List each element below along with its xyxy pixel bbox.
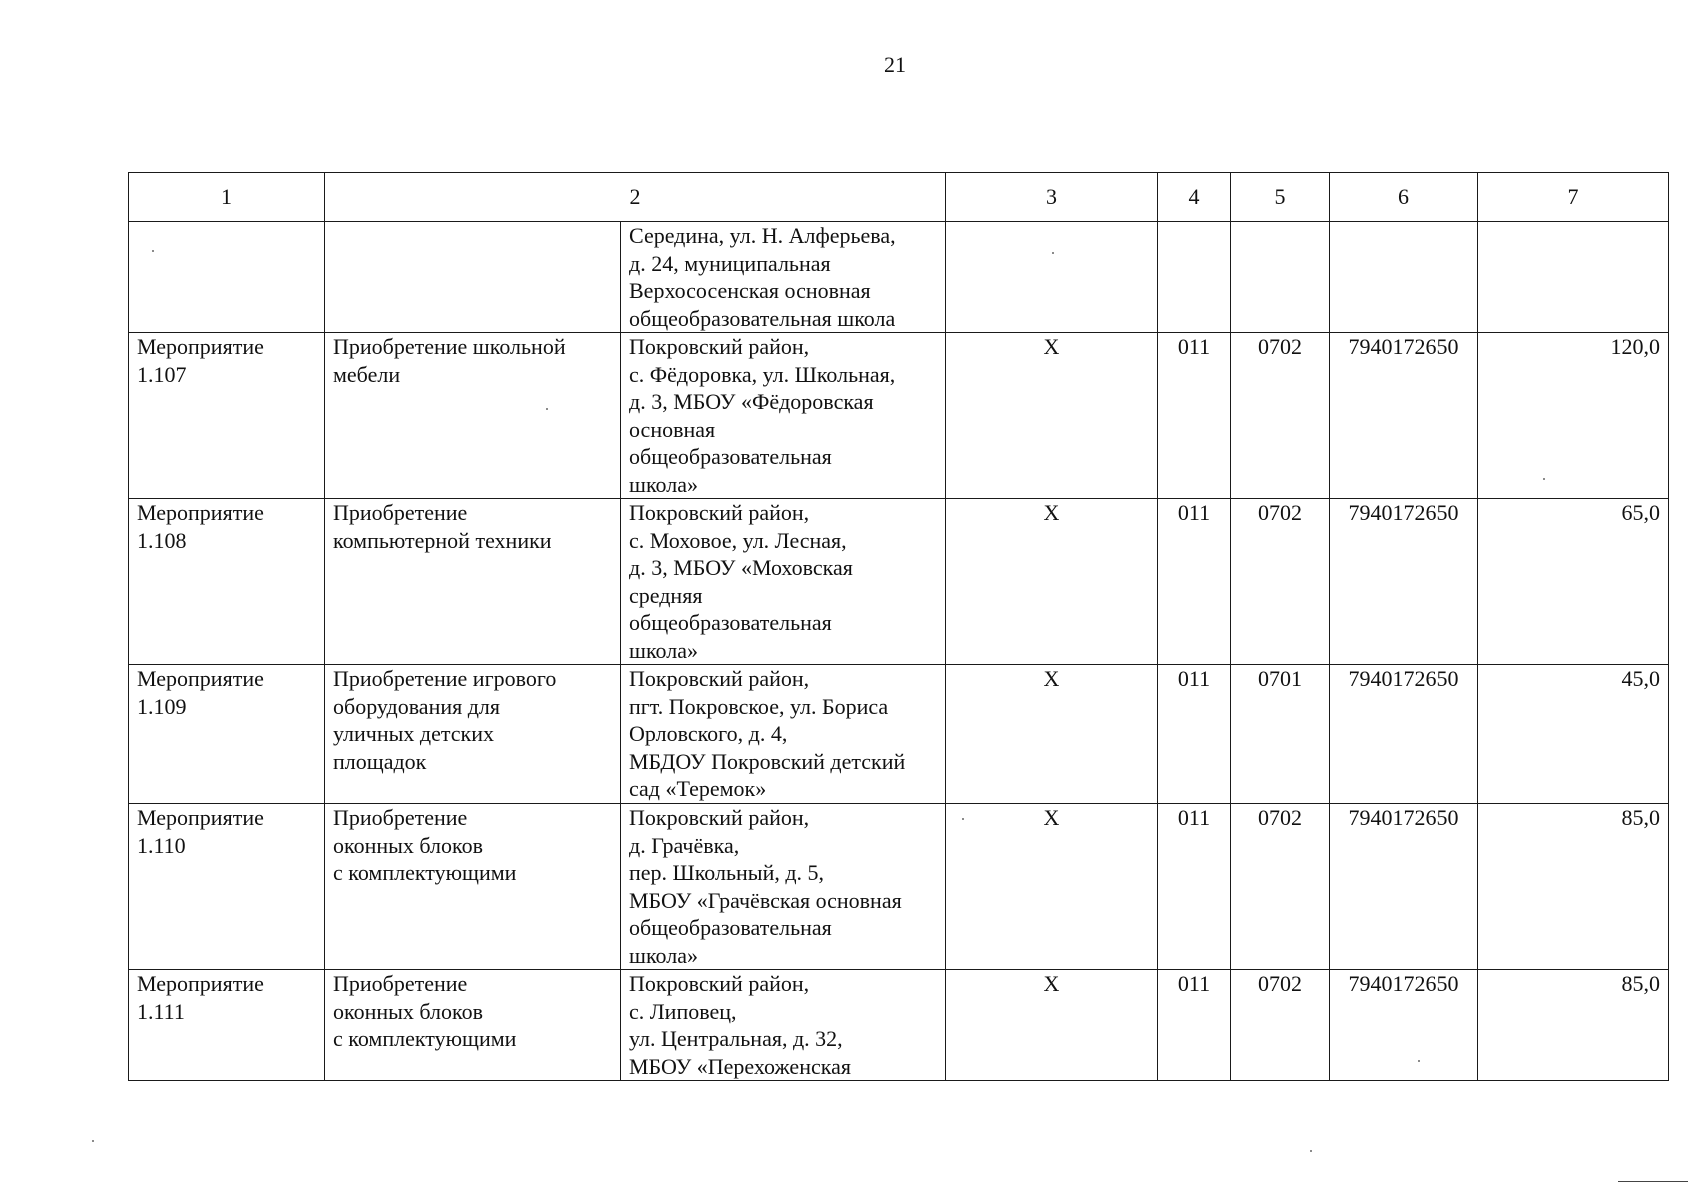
name-line: с комплектующими: [333, 1026, 517, 1051]
event-number: 1.107: [137, 361, 187, 387]
cell-address: [621, 665, 946, 804]
cell-col5: 0702: [1231, 333, 1330, 499]
cell-col3: Х: [946, 804, 1158, 970]
event-number: 1.110: [137, 832, 186, 858]
scan-speck: [1418, 1060, 1420, 1062]
event-number: 1.109: [137, 693, 187, 719]
name-line: оконных блоков: [333, 832, 483, 858]
cell-event: [129, 333, 325, 499]
address-line: Покровский район,: [629, 666, 810, 691]
address-line: сад «Теремок»: [629, 776, 767, 801]
cell-event: [129, 970, 325, 1081]
cell-col6: 7940172650: [1330, 665, 1478, 804]
cell-col3: [946, 222, 1158, 333]
scan-speck: [1543, 478, 1545, 480]
cell-col6: [1330, 222, 1478, 333]
cell-col4: 011: [1158, 665, 1231, 804]
address-line: д. 3, МБОУ «Фёдоровская: [629, 389, 874, 414]
cell-col7: 85,0: [1478, 970, 1669, 1081]
address-line: с. Липовец,: [629, 998, 737, 1024]
name-line: Приобретение игрового: [333, 666, 557, 691]
header-col-2: 2: [325, 173, 946, 222]
name-line: оборудования для: [333, 693, 501, 719]
event-number: 1.111: [137, 998, 185, 1024]
cell-event: [129, 222, 325, 333]
table-row: [129, 970, 1669, 1081]
name-line: площадок: [333, 748, 427, 774]
cell-col3: Х: [946, 499, 1158, 665]
address-line: основная: [629, 416, 716, 442]
cell-col7: 85,0: [1478, 804, 1669, 970]
cell-address: [621, 804, 946, 970]
cell-address: [621, 970, 946, 1081]
address-line: Покровский район,: [629, 971, 810, 996]
cell-col3: Х: [946, 333, 1158, 499]
cell-address: [621, 333, 946, 499]
address-line: с. Фёдоровка, ул. Школьная,: [629, 361, 896, 387]
address-line: Покровский район,: [629, 805, 810, 830]
cell-name: [325, 333, 621, 499]
address-line: пер. Школьный, д. 5,: [629, 860, 825, 885]
address-line: пгт. Покровское, ул. Бориса: [629, 693, 889, 719]
address-line: общеобразовательная: [629, 444, 832, 469]
cell-col5: 0702: [1231, 970, 1330, 1081]
cell-col4: 011: [1158, 970, 1231, 1081]
name-line: Приобретение: [333, 971, 468, 996]
name-line: с комплектующими: [333, 860, 517, 885]
name-line: Приобретение: [333, 500, 468, 525]
address-line: общеобразовательная: [629, 610, 832, 635]
name-line: Приобретение: [333, 805, 468, 830]
address-line: школа»: [629, 471, 698, 497]
cell-col7: 120,0: [1478, 333, 1669, 499]
name-line: компьютерной техники: [333, 527, 552, 553]
address-line: средняя: [629, 582, 703, 608]
cell-col7: 65,0: [1478, 499, 1669, 665]
address-line: д. 3, МБОУ «Моховская: [629, 555, 853, 580]
address-line: Верхососенская основная: [629, 278, 871, 303]
address-line: общеобразовательная школа: [629, 305, 896, 331]
address-line: с. Моховое, ул. Лесная,: [629, 527, 847, 553]
table-row: [129, 665, 1669, 804]
address-line: МБДОУ Покровский детский: [629, 748, 906, 774]
cell-col4: 011: [1158, 333, 1231, 499]
name-line: уличных детских: [333, 721, 494, 746]
scan-speck: [1052, 252, 1054, 254]
event-label: Мероприятие: [137, 334, 264, 359]
cell-col6: 7940172650: [1330, 804, 1478, 970]
scan-speck: [1310, 1150, 1312, 1152]
cell-col3: Х: [946, 970, 1158, 1081]
event-label: Мероприятие: [137, 666, 264, 691]
cell-col4: 011: [1158, 804, 1231, 970]
address-line: д. Грачёвка,: [629, 832, 740, 858]
scan-edge-line: [1618, 1181, 1688, 1182]
cell-col3: Х: [946, 665, 1158, 804]
address-line: ул. Центральная, д. 32,: [629, 1026, 843, 1051]
event-label: Мероприятие: [137, 805, 264, 830]
name-line: мебели: [333, 361, 401, 387]
cell-event: [129, 499, 325, 665]
measures-table: [128, 172, 1669, 1081]
header-col-4: 4: [1158, 173, 1231, 222]
cell-event: [129, 665, 325, 804]
cell-col4: [1158, 222, 1231, 333]
cell-event: [129, 804, 325, 970]
address-line: общеобразовательная: [629, 915, 832, 940]
address-line: д. 24, муниципальная: [629, 250, 831, 276]
cell-address: [621, 499, 946, 665]
cell-col4: 011: [1158, 499, 1231, 665]
cell-col6: 7940172650: [1330, 333, 1478, 499]
cell-name: [325, 970, 621, 1081]
event-label: Мероприятие: [137, 500, 264, 525]
cell-address: [621, 222, 946, 333]
cell-col5: 0702: [1231, 499, 1330, 665]
address-line: школа»: [629, 942, 698, 968]
name-line: Приобретение школьной: [333, 334, 566, 359]
name-line: оконных блоков: [333, 998, 483, 1024]
cell-name: [325, 222, 621, 333]
address-line: Середина, ул. Н. Алферьева,: [629, 223, 896, 248]
header-col-1: 1: [129, 173, 325, 222]
cell-col5: 0701: [1231, 665, 1330, 804]
scan-speck: [92, 1140, 94, 1142]
table-row: [129, 333, 1669, 499]
cell-name: [325, 665, 621, 804]
cell-col7: 45,0: [1478, 665, 1669, 804]
header-col-6: 6: [1330, 173, 1478, 222]
cell-name: [325, 499, 621, 665]
address-line: МБОУ «Грачёвская основная: [629, 887, 902, 913]
cell-col5: 0702: [1231, 804, 1330, 970]
scan-speck: [152, 250, 154, 252]
address-line: Покровский район,: [629, 334, 810, 359]
page-number: 21: [884, 52, 906, 77]
address-line: Орловского, д. 4,: [629, 721, 788, 746]
header-col-5: 5: [1231, 173, 1330, 222]
scan-speck: [962, 818, 964, 820]
cell-name: [325, 804, 621, 970]
continuation-row: [129, 222, 1669, 333]
cell-col6: 7940172650: [1330, 970, 1478, 1081]
table-row: [129, 804, 1669, 970]
scan-speck: [546, 408, 548, 410]
event-label: Мероприятие: [137, 971, 264, 996]
cell-col5: [1231, 222, 1330, 333]
table-header-row: [129, 173, 1669, 222]
address-line: МБОУ «Перехоженская: [629, 1053, 851, 1079]
cell-col6: 7940172650: [1330, 499, 1478, 665]
cell-col7: [1478, 222, 1669, 333]
table-row: [129, 499, 1669, 665]
address-line: Покровский район,: [629, 500, 810, 525]
event-number: 1.108: [137, 527, 187, 553]
header-col-3: 3: [946, 173, 1158, 222]
address-line: школа»: [629, 637, 698, 663]
header-col-7: 7: [1478, 173, 1669, 222]
